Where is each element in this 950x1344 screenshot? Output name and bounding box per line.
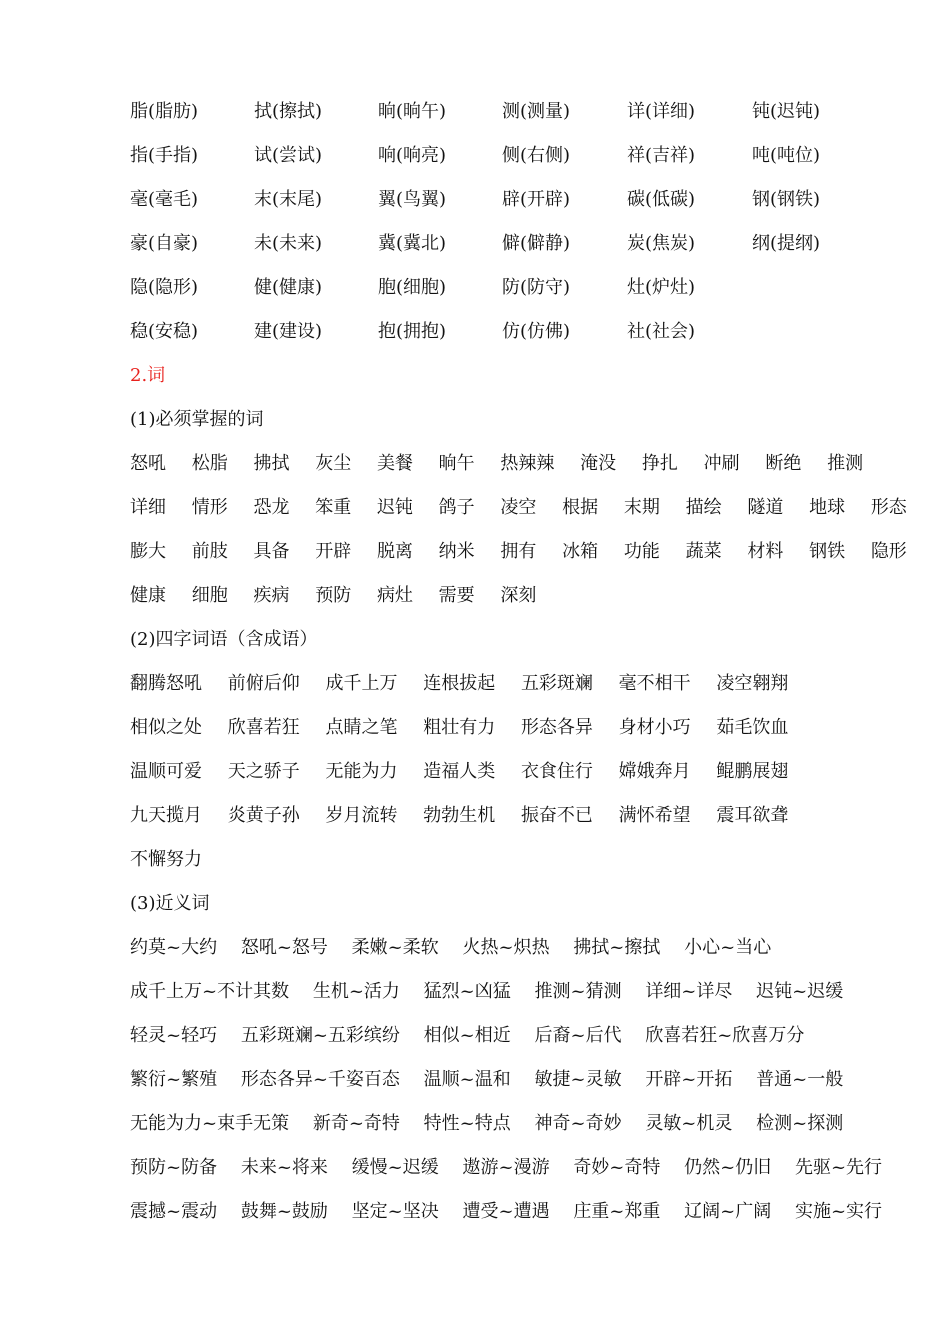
synonym-row: [130, 1111, 861, 1137]
word: 预防: [315, 585, 352, 606]
idiom: 凌空翱翔: [716, 673, 789, 694]
idiom: 茹毛饮血: [716, 717, 789, 738]
char-entry: 钢(钢铁): [752, 189, 821, 210]
synonym-pair: 检测~探测: [756, 1113, 844, 1134]
idiom-row: [130, 803, 808, 829]
synonym-pair: 繁衍~繁殖: [130, 1069, 218, 1090]
word: 膨大: [130, 541, 166, 562]
idiom: 岁月流转: [325, 805, 398, 826]
word: 具备: [253, 541, 290, 562]
synonym-row: [130, 1067, 861, 1093]
synonym-pair: 成千上万~不计其数: [130, 981, 290, 1002]
idiom: 满怀希望: [618, 805, 691, 826]
word: 断绝: [765, 453, 802, 474]
idiom: 振奋不已: [520, 805, 593, 826]
idiom-row: [130, 715, 808, 741]
idiom: 粗壮有力: [423, 717, 496, 738]
idiom: 毫不相干: [618, 673, 691, 694]
word: 形态: [870, 497, 907, 518]
char-entry: 钝(迟钝): [752, 101, 821, 122]
synonym-pair: 普通~一般: [756, 1069, 844, 1090]
word: 材料: [747, 541, 784, 562]
char-entry: 碳(低碳): [627, 189, 696, 210]
char-entry: 毫(毫毛): [130, 189, 199, 210]
synonym-pair: 拂拭~擦拭: [573, 937, 661, 958]
word: 末期: [623, 497, 660, 518]
word: 地球: [809, 497, 846, 518]
synonym-pair: 怒吼~怒号: [240, 937, 328, 958]
char-entry: 防(防守): [502, 277, 571, 298]
word: 细胞: [191, 585, 228, 606]
idiom: 点睛之笔: [325, 717, 398, 738]
idiom: 嫦娥奔月: [618, 761, 691, 782]
char-entry: 指(手指): [130, 145, 199, 166]
synonym-pair: 猛烈~凶猛: [423, 981, 511, 1002]
char-entry: 隐(隐形): [130, 277, 199, 298]
char-entry: 社(社会): [627, 321, 696, 342]
word: 淹没: [580, 453, 617, 474]
char-entry: 胞(细胞): [378, 277, 447, 298]
char-entry: 灶(炉灶): [627, 277, 696, 298]
word-row: [130, 451, 883, 477]
synonym-pair: 欣喜若狂~欣喜万分: [645, 1025, 805, 1046]
synonym-pair: 特性~特点: [423, 1113, 511, 1134]
synonym-pair: 约莫~大约: [130, 937, 218, 958]
word: 拂拭: [253, 453, 290, 474]
synonym-pair: 敏捷~灵敏: [534, 1069, 622, 1090]
synonym-row: [130, 979, 861, 1005]
word: 根据: [562, 497, 599, 518]
synonym-pair: 相似~相近: [423, 1025, 511, 1046]
synonym-pair: 轻灵~轻巧: [130, 1025, 218, 1046]
word: 隧道: [747, 497, 784, 518]
char-entry: 祥(吉祥): [627, 145, 696, 166]
synonym-pair: 缓慢~迟缓: [351, 1157, 439, 1178]
synonym-pair: 坚定~坚决: [351, 1201, 439, 1222]
idiom: 身材小巧: [618, 717, 691, 738]
synonym-pair: 柔嫩~柔软: [351, 937, 439, 958]
char-entry: 纲(提纲): [752, 233, 821, 254]
word: 推测: [827, 453, 864, 474]
char-entry: 炭(焦炭): [627, 233, 696, 254]
synonym-pair: 小心~当心: [684, 937, 772, 958]
idiom: 欣喜若狂: [227, 717, 300, 738]
synonym-pair: 灵敏~机灵: [645, 1113, 733, 1134]
synonym-pair: 新奇~奇特: [312, 1113, 400, 1134]
word: 病灶: [376, 585, 413, 606]
synonym-row: [130, 1023, 822, 1049]
word-row: [130, 539, 927, 565]
word: 钢铁: [809, 541, 846, 562]
synonym-pair: 神奇~奇妙: [534, 1113, 622, 1134]
synonym-pair: 震撼~震动: [130, 1201, 218, 1222]
idiom: 温顺可爱: [130, 761, 202, 782]
word: 前肢: [191, 541, 228, 562]
word: 脱离: [376, 541, 413, 562]
word: 挣扎: [641, 453, 678, 474]
idiom: 不懈努力: [130, 849, 202, 870]
synonym-pair: 生机~活力: [312, 981, 400, 1002]
word: 冰箱: [562, 541, 599, 562]
word: 功能: [623, 541, 660, 562]
word: 需要: [438, 585, 475, 606]
idiom: 鲲鹏展翅: [716, 761, 789, 782]
synonym-pair: 温顺~温和: [423, 1069, 511, 1090]
idiom-row: [130, 847, 222, 873]
idiom: 前俯后仰: [227, 673, 300, 694]
idiom: 造福人类: [423, 761, 496, 782]
word: 热辣辣: [500, 453, 555, 474]
char-entry: 僻(僻静): [502, 233, 571, 254]
word: 灰尘: [315, 453, 352, 474]
char-entry: 豪(自豪): [130, 233, 199, 254]
word: 健康: [130, 585, 166, 606]
word: 情形: [191, 497, 228, 518]
word: 隐形: [870, 541, 907, 562]
synonym-pair: 未来~将来: [240, 1157, 328, 1178]
idiom: 连根拔起: [423, 673, 496, 694]
synonym-pair: 推测~猜测: [534, 981, 622, 1002]
idiom: 勃勃生机: [423, 805, 496, 826]
word: 描绘: [685, 497, 722, 518]
synonym-pair: 遭受~遭遇: [462, 1201, 550, 1222]
synonym-pair: 鼓舞~鼓励: [240, 1201, 328, 1222]
idiom: 震耳欲聋: [716, 805, 789, 826]
char-entry: 稳(安稳): [130, 321, 199, 342]
subsection-heading: (2)四字词语（含成语）: [130, 629, 318, 650]
synonym-pair: 辽阔~广阔: [684, 1201, 772, 1222]
char-entry: 脂(脂肪): [130, 101, 199, 122]
idiom: 五彩斑斓: [520, 673, 593, 694]
synonym-row: [130, 1155, 900, 1181]
word: 冲刷: [703, 453, 740, 474]
word: 恐龙: [253, 497, 290, 518]
synonym-pair: 预防~防备: [130, 1157, 218, 1178]
char-entry: 侧(右侧): [502, 145, 571, 166]
idiom-row: [130, 671, 808, 697]
synonym-pair: 庄重~郑重: [573, 1201, 661, 1222]
char-entry: 响(响亮): [378, 145, 447, 166]
word: 详细: [130, 497, 166, 518]
word-row: [130, 583, 556, 609]
synonym-pair: 迟钝~迟缓: [756, 981, 844, 1002]
char-entry: 辟(开辟): [502, 189, 571, 210]
idiom: 天之骄子: [227, 761, 300, 782]
synonym-pair: 开辟~开拓: [645, 1069, 733, 1090]
idiom: 成千上万: [325, 673, 398, 694]
idiom: 无能为力: [325, 761, 398, 782]
subsection-heading: (1)必须掌握的词: [130, 409, 264, 430]
char-entry: 试(尝试): [254, 145, 323, 166]
char-entry: 冀(冀北): [378, 233, 447, 254]
char-entry: 仿(仿佛): [502, 321, 571, 342]
word: 深刻: [500, 585, 537, 606]
synonym-row: [130, 935, 789, 961]
word: 凌空: [500, 497, 537, 518]
char-entry: 建(建设): [254, 321, 323, 342]
word: 怒吼: [130, 453, 166, 474]
word: 晌午: [438, 453, 475, 474]
char-entry: 健(健康): [254, 277, 323, 298]
word: 纳米: [438, 541, 475, 562]
char-entry: 拭(擦拭): [254, 101, 323, 122]
idiom-row: [130, 759, 808, 785]
subsection-heading: (3)近义词: [130, 893, 210, 914]
char-entry: 晌(晌午): [378, 101, 447, 122]
synonym-pair: 无能为力~束手无策: [130, 1113, 290, 1134]
synonym-pair: 后裔~后代: [534, 1025, 622, 1046]
idiom: 衣食住行: [520, 761, 593, 782]
char-entry: 吨(吨位): [752, 145, 821, 166]
synonym-pair: 遨游~漫游: [462, 1157, 550, 1178]
synonym-row: [130, 1199, 900, 1225]
section-heading: 2.词: [130, 365, 166, 386]
word: 迟钝: [376, 497, 413, 518]
word: 开辟: [315, 541, 352, 562]
idiom: 九天揽月: [130, 805, 202, 826]
idiom: 炎黄子孙: [227, 805, 300, 826]
word: 拥有: [500, 541, 537, 562]
word: 松脂: [191, 453, 228, 474]
char-entry: 抱(拥抱): [378, 321, 447, 342]
char-entry: 详(详细): [627, 101, 696, 122]
word: 疾病: [253, 585, 290, 606]
word-row: [130, 495, 927, 521]
synonym-pair: 火热~炽热: [462, 937, 550, 958]
synonym-pair: 实施~实行: [794, 1201, 883, 1222]
char-entry: 测(测量): [502, 101, 571, 122]
synonym-pair: 形态各异~千姿百态: [240, 1069, 400, 1090]
char-entry: 翼(鸟翼): [378, 189, 447, 210]
idiom: 翻腾怒吼: [130, 673, 202, 694]
char-entry: 未(未来): [254, 233, 323, 254]
idiom: 形态各异: [520, 717, 593, 738]
word: 蔬菜: [685, 541, 722, 562]
word: 美餐: [376, 453, 413, 474]
word: 笨重: [315, 497, 352, 518]
synonym-pair: 先驱~先行: [794, 1157, 883, 1178]
char-entry: 末(末尾): [254, 189, 323, 210]
synonym-pair: 详细~详尽: [645, 981, 733, 1002]
synonym-pair: 奇妙~奇特: [573, 1157, 661, 1178]
synonym-pair: 五彩斑斓~五彩缤纷: [240, 1025, 400, 1046]
synonym-pair: 仍然~仍旧: [684, 1157, 772, 1178]
idiom: 相似之处: [130, 717, 202, 738]
word: 鸽子: [438, 497, 475, 518]
